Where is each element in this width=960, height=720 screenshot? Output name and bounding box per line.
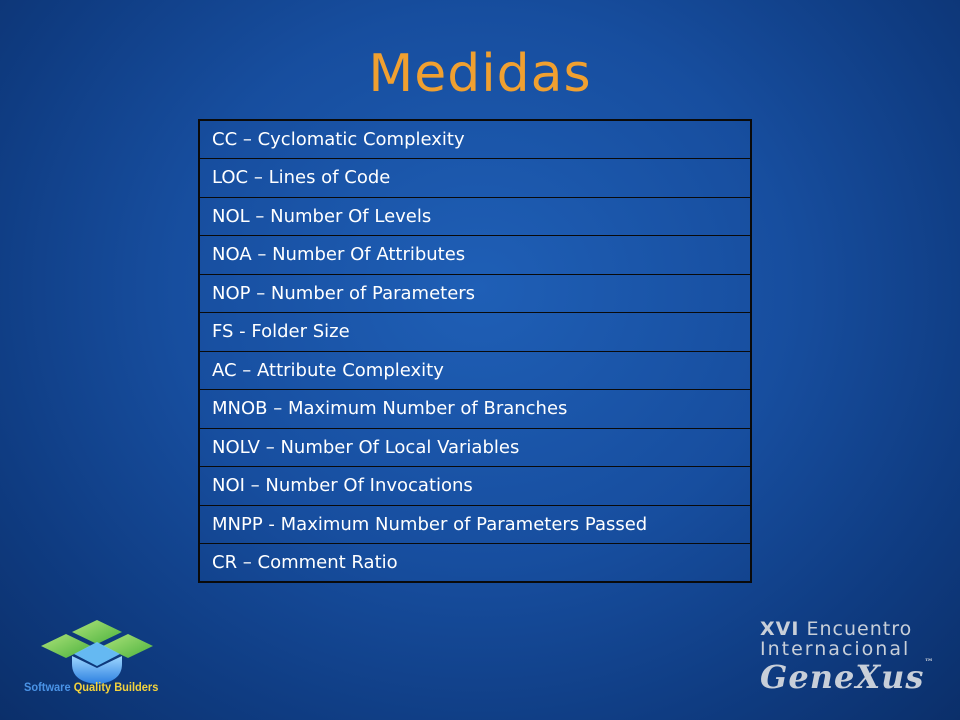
logo-word-quality-builders: Quality Builders bbox=[73, 680, 159, 694]
table-row bbox=[199, 428, 751, 467]
brand-encuentro: Encuentro bbox=[806, 618, 913, 640]
measure-cell: LOC – Lines of Code bbox=[199, 159, 751, 198]
brand-internacional: Internacional bbox=[760, 638, 911, 660]
table-row bbox=[199, 313, 751, 352]
trademark-symbol: ™ bbox=[924, 658, 935, 668]
brand-line-encuentro bbox=[760, 618, 930, 640]
measures-table bbox=[198, 119, 752, 583]
measure-cell: MNPP - Maximum Number of Parameters Passed bbox=[199, 505, 751, 544]
measure-cell: NOLV – Number Of Local Variables bbox=[199, 428, 751, 467]
measure-cell: AC – Attribute Complexity bbox=[199, 351, 751, 390]
table-row bbox=[199, 544, 751, 583]
logo-left-text bbox=[24, 680, 158, 694]
slide-title: Medidas bbox=[368, 44, 592, 104]
measure-cell: NOA – Number Of Attributes bbox=[199, 236, 751, 275]
table-row bbox=[199, 236, 751, 275]
table-row bbox=[199, 120, 751, 159]
measure-cell: FS - Folder Size bbox=[199, 313, 751, 352]
measure-cell: NOP – Number of Parameters bbox=[199, 274, 751, 313]
table-row bbox=[199, 274, 751, 313]
measure-cell: CR – Comment Ratio bbox=[199, 544, 751, 583]
brand-xvi: XVI bbox=[760, 618, 800, 640]
table-row bbox=[199, 351, 751, 390]
logo-word-software: Software bbox=[24, 680, 71, 694]
measure-cell: MNOB – Maximum Number of Branches bbox=[199, 390, 751, 429]
table-row bbox=[199, 467, 751, 506]
genexus-event-brand bbox=[760, 618, 935, 698]
measure-cell: NOI – Number Of Invocations bbox=[199, 467, 751, 506]
genexus-wordmark: GeneXus bbox=[760, 658, 925, 696]
table-row bbox=[199, 197, 751, 236]
genexus-logo bbox=[760, 658, 935, 696]
table-row bbox=[199, 390, 751, 429]
table-row bbox=[199, 505, 751, 544]
measure-cell: NOL – Number Of Levels bbox=[199, 197, 751, 236]
table-row bbox=[199, 159, 751, 198]
measure-cell: CC – Cyclomatic Complexity bbox=[199, 120, 751, 159]
